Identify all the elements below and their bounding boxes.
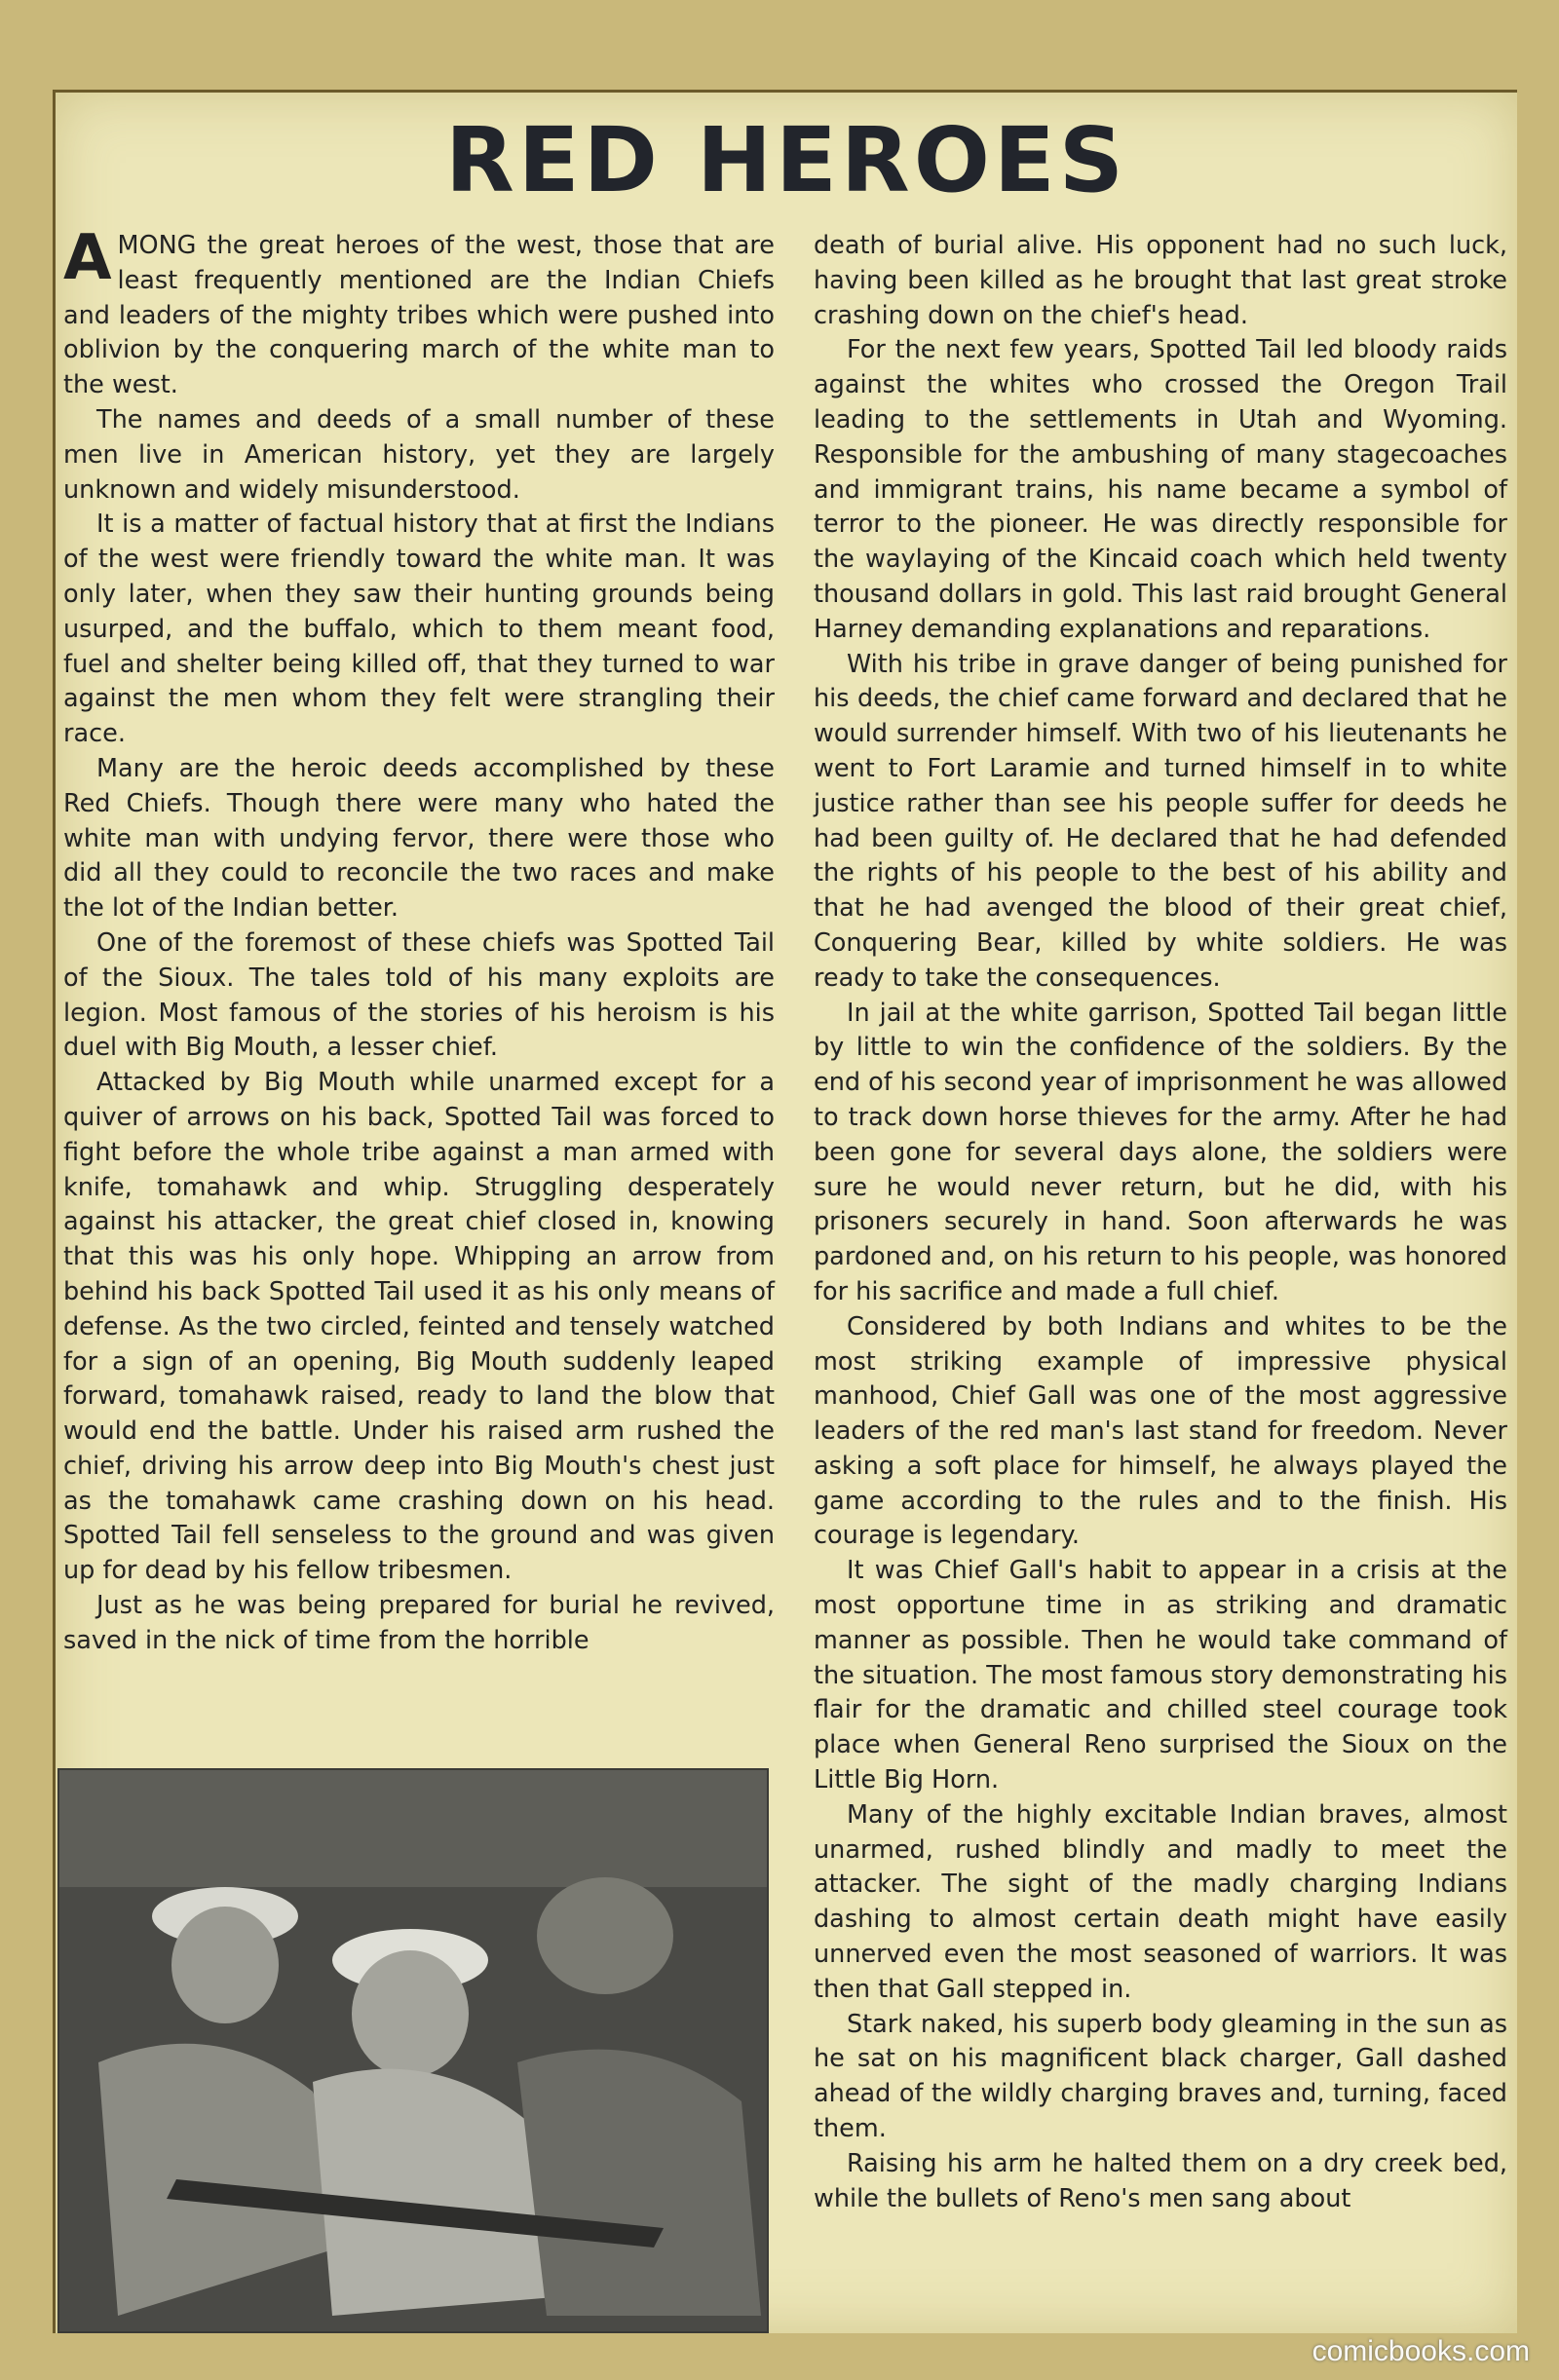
continued-paragraph: death of burial alive. His opponent had no such luck, having been killed as he brought that last great stroke crashing down on the chief's head. <box>814 231 1507 330</box>
paragraph: With his tribe in grave danger of being punished for his deeds, the chief came forward and declared that he would surrender himself. With two of his lieutenants he went to Fort Laramie and turned himself in to white justice rather than see his people suffer for deeds he had been guilty of. He declared that he had defended the rights of his people to the best of his ability and that he had avenged the blood of their great chief, Conquering Bear, killed by white soldiers. He was ready to take the consequences. <box>814 649 1507 993</box>
right-column <box>814 229 1507 2216</box>
paragraph: The names and deeds of a small number of these men live in American history, yet they are largely unknown and widely misunderstood. <box>63 404 775 505</box>
site-watermark: comicbooks.com <box>1312 2335 1530 2367</box>
paragraph: It was Chief Gall's habit to appear in a crisis at the most opportune time in as striking and dramatic manner as possible. Then he would take command of the situation. The most famous story demonstrating his flair for the dramatic and chilled steel courage took place when General Reno surprised the Sioux on the Little Big Horn. <box>814 1556 1507 1795</box>
halftone-photo <box>57 1768 769 2333</box>
paragraph: Stark naked, his superb body gleaming in the sun as he sat on his magnificent black charger, Gall dashed ahead of the wildly charging braves and, turning, faced them. <box>814 2009 1507 2144</box>
photo-figures-illustration <box>59 1770 767 2331</box>
drop-cap: A <box>63 222 112 294</box>
intro-paragraph <box>63 222 775 403</box>
paragraph: Considered by both Indians and whites to be the most striking example of impressive physical manhood, Chief Gall was one of the most aggressive leaders of the red man's last stand for freedom. Never asking a soft place for himself, he always played the game according to the rules and to the finish. His courage is legendary. <box>814 1311 1507 1551</box>
paragraph: In jail at the white garrison, Spotted Tail began little by little to win the confidence of the soldiers. By the end of his second year of imprisonment he was allowed to track down horse thieves for the army. After he had been gone for several days alone, the soldiers were sure he would never return, but he did, with his prisoners securely in hand. Soon afterwards he was pardoned and, on his return to his people, was honored for his sacrifice and made a full chief. <box>814 998 1507 1306</box>
paragraph: Just as he was being prepared for burial he revived, saved in the nick of time from the horrible <box>63 1591 775 1655</box>
article-title: RED HEROES <box>444 108 1128 212</box>
left-column <box>63 222 775 1659</box>
paragraph: It is a matter of factual history that at first the Indians of the west were friendly toward the white man. It was only later, when they saw their hunting grounds being usurped, and the buffalo, which to them meant food, fuel and shelter being killed off, that they turned to war against the men whom they felt were strangling their race. <box>63 510 775 749</box>
paragraph: For the next few years, Spotted Tail led bloody raids against the whites who crossed the Oregon Trail leading to the settlements in Utah and Wyoming. Responsible for the ambushing of many stagecoaches and immigrant trains, his name became a symbol of terror to the pioneer. He was directly responsible for the waylaying of the Kincaid coach which held twenty thousand dollars in gold. This last raid brought General Harney demanding explanations and reparations. <box>814 335 1507 644</box>
paragraph: Many of the highly excitable Indian braves, almost unarmed, rushed blindly and madly to meet the attacker. The sight of the madly charging Indians dashing to almost certain death might have easily unnerved even the most seasoned of warriors. It was then that Gall stepped in. <box>814 1799 1507 2004</box>
paragraph: Raising his arm he halted them on a dry creek bed, while the bullets of Reno's men sang about <box>814 2148 1507 2213</box>
paragraph: Many are the heroic deeds accomplished by these Red Chiefs. Though there were many who hated the white man with undying fervor, there were those who did all they could to reconcile the two races and make the lot of the Indian better. <box>63 753 775 924</box>
paragraph: One of the foremost of these chiefs was Spotted Tail of the Sioux. The tales told of his many exploits are legion. Most famous of the stories of his heroism is his duel with Big Mouth, a lesser chief. <box>63 927 775 1063</box>
comic-page <box>53 90 1517 2333</box>
paragraph: Attacked by Big Mouth while unarmed except for a quiver of arrows on his back, Spotted Tail was forced to fight before the whole tribe against a man armed with knife, tomahawk and whip. Struggling desperately against his attacker, the great chief closed in, knowing that this was his only hope. Whipping an arrow from behind his back Spotted Tail used it as his only means of defense. As the two circled, feinted and tensely watched for a sign of an opening, Big Mouth suddenly leaped forward, tomahawk raised, ready to land the blow that would end the battle. Under his raised arm rushed the chief, driving his arrow deep into Big Mouth's chest just as the tomahawk came crashing down on his head. Spotted Tail fell senseless to the ground and was given up for dead by his fellow tribesmen. <box>63 1068 775 1586</box>
intro-text: MONG the great heroes of the west, those that are least frequently mentioned are the Indian Chiefs and leaders of the mighty tribes which were pushed into oblivion by the conquering march of the white man to the west. <box>63 231 775 400</box>
